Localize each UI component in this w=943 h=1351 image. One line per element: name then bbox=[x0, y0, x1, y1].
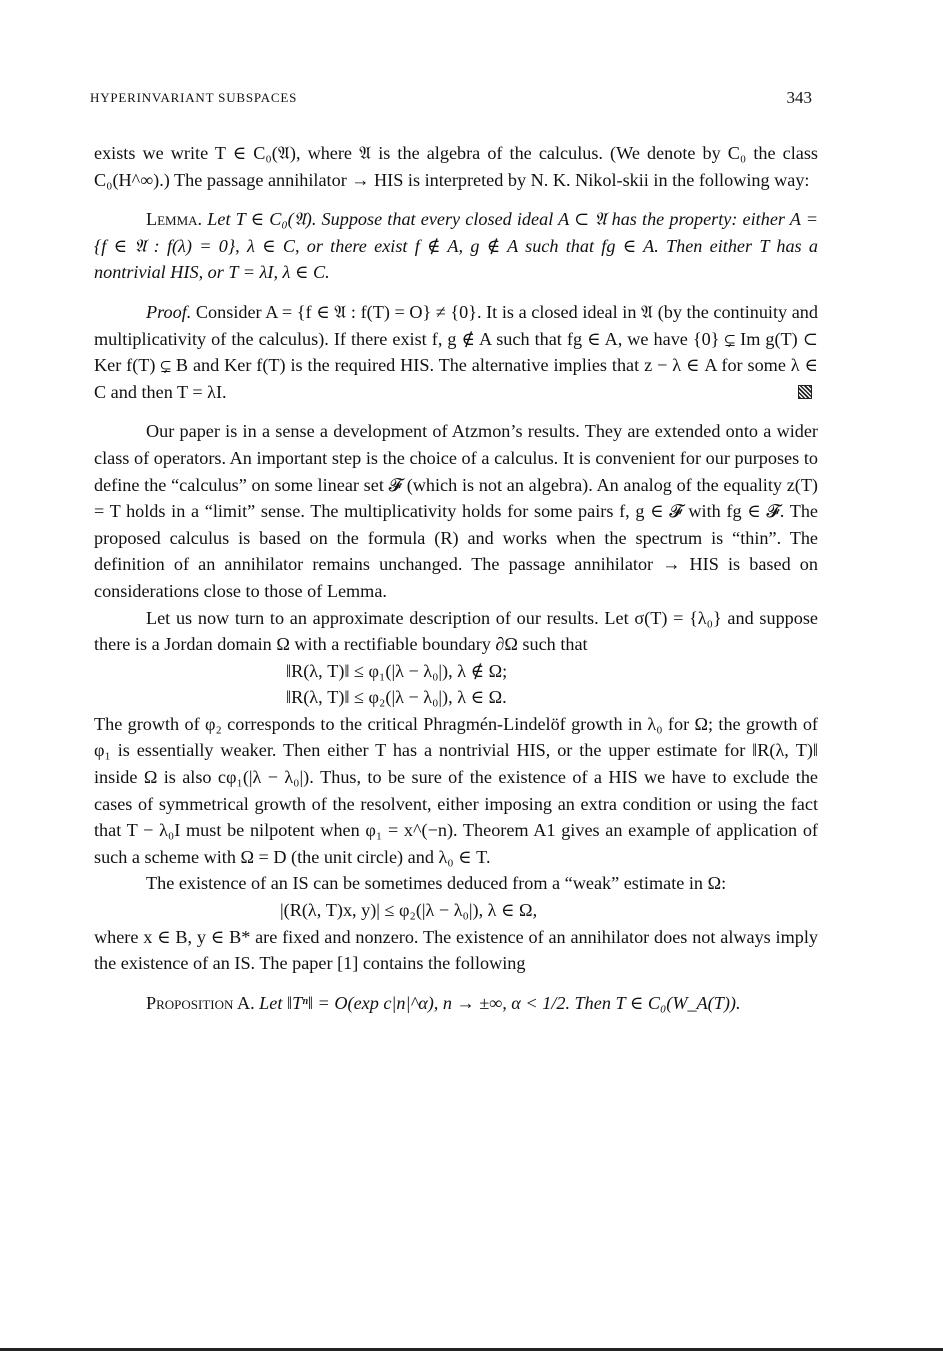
proposition-a bbox=[94, 990, 818, 1017]
paragraph-growth: The growth of φ₂ corresponds to the critical Phragmén-Lindelöf growth in λ₀ for Ω; the growth of φ₁ is essentially weaker. Then either T has a nontrivial HIS, or the upper estimate for ‖R(λ, T)‖ inside Ω is also cφ₁(|λ − λ₀|). Thus, to be sure of the existence of a HIS we have to exclude the cases of symmetrical growth of the resolvent, either imposing an extra condition or using the fact that T − λ₀I must be nilpotent when φ₁ = x^(−n). Theorem A1 gives an example of application of such a scheme with Ω = D (the unit circle) and λ₀ ∈ T. bbox=[94, 713, 818, 867]
lemma-body: Let T ∈ C₀(𝔄). Suppose that every closed ideal A ⊂ 𝔄 has the property: either A = {f ∈ 𝔄 : f(λ) = 0}, λ ∈ C, or there exist f ∉ A, g ∉ A such that fg ∈ A. Then either T has a nontrivial HIS, or T = λI, λ ∈ C. bbox=[94, 209, 819, 283]
paragraph-weak-estimate: The existence of an IS can be sometimes deduced from a “weak” estimate in Ω: bbox=[146, 873, 727, 894]
proof bbox=[94, 299, 818, 405]
lemma-label: Lemma. bbox=[146, 209, 203, 230]
page-header bbox=[90, 90, 812, 110]
proof-body: Consider A = {f ∈ 𝔄 : f(T) = O} ≠ {0}. It is a closed ideal in 𝔄 (by the continuity and multiplicativity of the calculus). If there exist f, g ∉ A such that fg ∈ A, we have {0} ⊊ Im g(T) ⊂ Ker f(T) ⊊ B and Ker f(T) is the required HIS. The alternative implies that z − λ ∈ A for some λ ∈ C and then T = λI. bbox=[94, 301, 818, 402]
equation-inside-estimate: ‖R(λ, T)‖ ≤ φ₂(|λ − λ₀|), λ ∈ Ω. bbox=[286, 687, 507, 708]
lemma bbox=[94, 206, 818, 286]
page-body bbox=[94, 140, 818, 1016]
running-head: HYPERINVARIANT SUBSPACES bbox=[90, 90, 298, 105]
proposition-label: Proposition A. bbox=[146, 992, 255, 1013]
page-number: 343 bbox=[786, 88, 812, 107]
equation-weak-estimate: |(R(λ, T)x, y)| ≤ φ₂(|λ − λ₀|), λ ∈ Ω, bbox=[280, 900, 538, 921]
paragraph-atzmon: Our paper is in a sense a development of Atzmon’s results. They are extended onto a wider class of operators. An important step is the choice of a calculus. It is convenient for our purposes to define the “calculus” on some linear set 𝓕 (which is not an algebra). An analog of the equality z(T) = T holds in a “limit” sense. The multiplicativity holds for some pairs f, g ∈ 𝓕 with fg ∈ 𝓕. The proposed calculus is based on the formula (R) and works when the spectrum is “thin”. The definition of an annihilator remains unchanged. The passage annihilator → HIS is based on considerations close to those of Lemma. bbox=[94, 421, 818, 601]
proof-label: Proof. bbox=[146, 301, 192, 322]
paragraph-annihilator: where x ∈ B, y ∈ B* are fixed and nonzero. The existence of an annihilator does not always imply the existence of an IS. The paper [1] contains the following bbox=[94, 926, 818, 974]
proposition-body: Let ‖Tⁿ‖ = O(exp c|n|^α), n → ±∞, α < 1/2. Then T ∈ C₀(W_A(T)). bbox=[259, 992, 741, 1013]
paragraph-approx-description: Let us now turn to an approximate description of our results. Let σ(T) = {λ₀} and suppose there is a Jordan domain Ω with a rectifiable boundary ∂Ω such that bbox=[94, 607, 818, 655]
paragraph-intro: exists we write T ∈ C₀(𝔄), where 𝔄 is the algebra of the calculus. (We denote by C₀ the class C₀(H^∞).) The passage annihilator → HIS is interpreted by N. K. Nikol-skii in the following way: bbox=[94, 143, 818, 190]
qed-box-icon bbox=[798, 385, 812, 399]
equation-outside-estimate: ‖R(λ, T)‖ ≤ φ₁(|λ − λ₀|), λ ∉ Ω; bbox=[286, 660, 508, 681]
